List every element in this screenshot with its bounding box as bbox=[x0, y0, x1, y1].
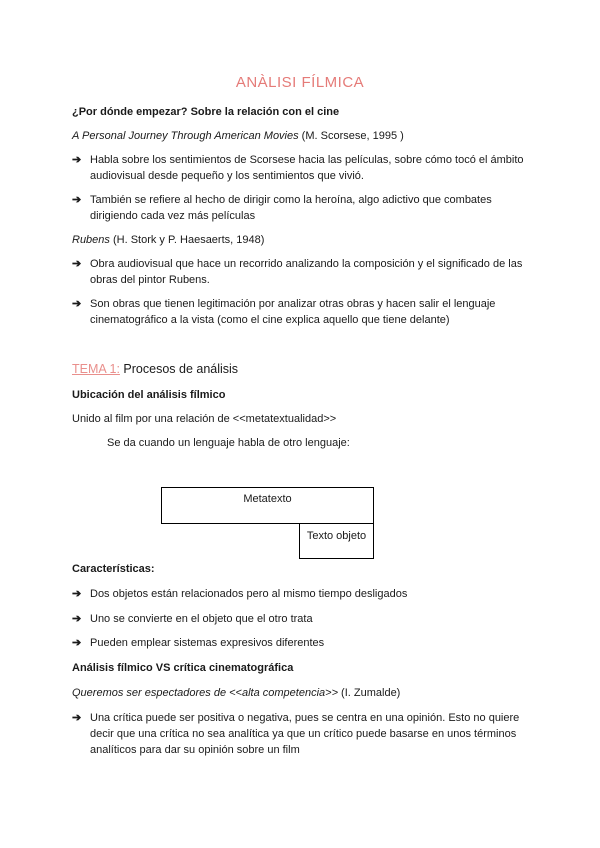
metatexto-label: Metatexto bbox=[243, 493, 292, 505]
intro-heading: ¿Por dónde empezar? Sobre la relación con el cine bbox=[72, 106, 340, 118]
tema-heading bbox=[72, 362, 238, 376]
work2-bullet-2 bbox=[72, 296, 530, 328]
work1-bullet-1 bbox=[72, 152, 530, 184]
bullet-text: Una crítica puede ser positiva o negativa, pues se centra en una opinión. Esto no quiere decir que una crítica no sea analítica ya que un crítico puede basarse en unos términos analíticos para dar su opinión sobre un film bbox=[90, 712, 520, 756]
analisis-heading: Análisis fílmico VS crítica cinematográfica bbox=[72, 662, 294, 674]
work2-reference bbox=[72, 232, 264, 248]
arrow-icon: ➔ bbox=[72, 588, 82, 600]
tema-title: Procesos de análisis bbox=[119, 362, 239, 376]
bullet-text: Son obras que tienen legitimación por analizar otras obras y hacen salir el lenguaje cinematográfico a la vista (como el cine explica aquello que tiene delante) bbox=[90, 298, 496, 326]
bullet-text: Dos objetos están relacionados pero al mismo tiempo desligados bbox=[90, 588, 408, 600]
work2-title: Rubens bbox=[72, 234, 110, 246]
texto-objeto-label: Texto objeto bbox=[306, 530, 367, 542]
work2-meta: (H. Stork y P. Haesaerts, 1948) bbox=[109, 234, 265, 246]
bullet-text: Pueden emplear sistemas expresivos diferentes bbox=[90, 637, 325, 649]
bullet-text: También se refiere al hecho de dirigir como la heroína, algo adictivo que combates dirigiendo cada vez más películas bbox=[90, 194, 492, 222]
ubicacion-heading: Ubicación del análisis fílmico bbox=[72, 389, 226, 401]
arrow-icon: ➔ bbox=[72, 154, 82, 166]
work1-meta: (M. Scorsese, 1995 ) bbox=[298, 130, 404, 142]
quote-author: (I. Zumalde) bbox=[338, 687, 401, 699]
bullet-text: Habla sobre los sentimientos de Scorsese hacia las películas, sobre cómo tocó el ámbito audiovisual desde pequeño y los sentimientos que vivió. bbox=[90, 154, 524, 182]
ubicacion-subtext: Se da cuando un lenguaje habla de otro lenguaje: bbox=[107, 437, 350, 449]
arrow-icon: ➔ bbox=[72, 298, 82, 310]
caracteristica-1 bbox=[72, 586, 530, 602]
caracteristica-2 bbox=[72, 611, 530, 627]
quote-text: Queremos ser espectadores de <<alta competencia>> bbox=[72, 687, 338, 699]
work1-bullet-2 bbox=[72, 192, 530, 224]
work1-reference bbox=[72, 128, 404, 144]
arrow-icon: ➔ bbox=[72, 637, 82, 649]
quote-line bbox=[72, 685, 400, 701]
bullet-text: Obra audiovisual que hace un recorrido analizando la composición y el significado de las obras del pintor Rubens. bbox=[90, 258, 523, 286]
arrow-icon: ➔ bbox=[72, 712, 82, 724]
caracteristicas-heading: Características: bbox=[72, 563, 155, 575]
arrow-icon: ➔ bbox=[72, 194, 82, 206]
ubicacion-text: Unido al film por una relación de <<metatextualidad>> bbox=[72, 413, 337, 425]
arrow-icon: ➔ bbox=[72, 613, 82, 625]
work1-title: A Personal Journey Through American Movies bbox=[72, 130, 299, 142]
document-title: ANÀLISI FÍLMICA bbox=[235, 74, 365, 91]
caracteristica-3 bbox=[72, 635, 530, 651]
bullet-text: Uno se convierte en el objeto que el otro trata bbox=[90, 613, 313, 625]
tema-label: TEMA 1: bbox=[72, 362, 120, 376]
arrow-icon: ➔ bbox=[72, 258, 82, 270]
work2-bullet-1 bbox=[72, 256, 530, 288]
critica-bullet bbox=[72, 710, 530, 758]
